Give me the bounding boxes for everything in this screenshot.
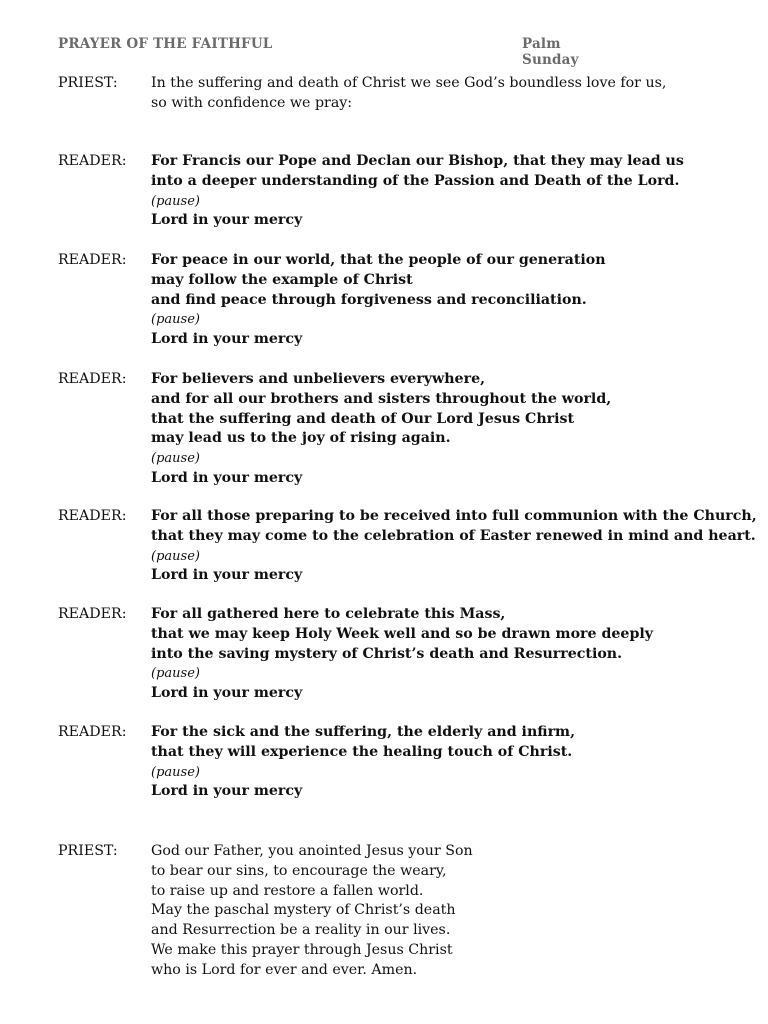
- prayer-line: and Resurrection be a reality in our lives.: [151, 922, 451, 939]
- response-line: Lord in your mercy: [151, 783, 303, 800]
- prayer-text: [151, 842, 751, 981]
- role-label: READER:: [58, 606, 127, 622]
- petition-line: may follow the example of Christ: [151, 271, 413, 288]
- prayer-line: In the suffering and death of Christ we see God’s boundless love for us,: [151, 75, 667, 91]
- prayer-line: We make this prayer through Jesus Christ: [151, 941, 453, 958]
- pause-direction: (pause): [151, 312, 200, 328]
- page-header: [58, 36, 618, 68]
- petition-line: For peace in our world, that the people of our generation: [151, 252, 606, 268]
- intercession-text: [151, 605, 751, 704]
- petition-line: that they may come to the celebration of Easter renewed in mind and heart.: [151, 527, 756, 544]
- petition-line: For all gathered here to celebrate this Mass,: [151, 606, 506, 622]
- petition-line: that the suffering and death of Our Lord Jesus Christ: [151, 410, 575, 427]
- pause-direction: (pause): [151, 451, 200, 467]
- pause-direction: (pause): [151, 548, 200, 564]
- petition-line: For believers and unbelievers everywhere,: [151, 371, 486, 387]
- prayer-line: to bear our sins, to encourage the weary,: [151, 862, 447, 879]
- intercession-text: [151, 251, 751, 350]
- document-title: PRAYER OF THE FAITHFUL: [58, 36, 273, 52]
- response-line: Lord in your mercy: [151, 567, 303, 584]
- response-line: Lord in your mercy: [151, 212, 303, 229]
- petition-line: into a deeper understanding of the Passion and Death of the Lord.: [151, 172, 680, 189]
- petition-line: For all those preparing to be received into full communion with the Church,: [151, 508, 757, 524]
- prayer-line: May the paschal mystery of Christ’s death: [151, 902, 456, 919]
- petition-line: and for all our brothers and sisters throughout the world,: [151, 390, 612, 407]
- intercession-text: [151, 152, 751, 231]
- prayer-line: who is Lord for ever and ever. Amen.: [151, 961, 418, 978]
- prayer-text: [151, 74, 751, 114]
- role-label: READER:: [58, 153, 127, 169]
- pause-direction: (pause): [151, 764, 200, 780]
- liturgical-occasion: Palm Sunday: [522, 36, 579, 68]
- role-label: READER:: [58, 371, 127, 387]
- prayer-line: so with confidence we pray:: [151, 94, 353, 111]
- role-label: PRIEST:: [58, 843, 118, 859]
- role-label: READER:: [58, 724, 127, 740]
- petition-line: into the saving mystery of Christ’s death and Resurrection.: [151, 645, 623, 662]
- intercession-text: [151, 723, 751, 802]
- role-label: READER:: [58, 252, 127, 268]
- prayer-line: to raise up and restore a fallen world.: [151, 882, 424, 899]
- intercession-text: [151, 370, 751, 489]
- petition-line: and find peace through forgiveness and reconciliation.: [151, 291, 587, 308]
- petition-line: For Francis our Pope and Declan our Bishop, that they may lead us: [151, 153, 684, 169]
- petition-line: that we may keep Holy Week well and so be drawn more deeply: [151, 625, 653, 642]
- petition-line: may lead us to the joy of rising again.: [151, 430, 451, 447]
- intercession-text: [151, 507, 757, 586]
- pause-direction: (pause): [151, 193, 200, 209]
- petition-line: For the sick and the suffering, the elderly and infirm,: [151, 724, 576, 740]
- response-line: Lord in your mercy: [151, 685, 303, 702]
- response-line: Lord in your mercy: [151, 331, 303, 348]
- prayer-line: God our Father, you anointed Jesus your Son: [151, 843, 473, 859]
- role-label: READER:: [58, 508, 127, 524]
- role-label: PRIEST:: [58, 75, 118, 91]
- petition-line: that they will experience the healing touch of Christ.: [151, 743, 573, 760]
- pause-direction: (pause): [151, 666, 200, 682]
- response-line: Lord in your mercy: [151, 469, 303, 486]
